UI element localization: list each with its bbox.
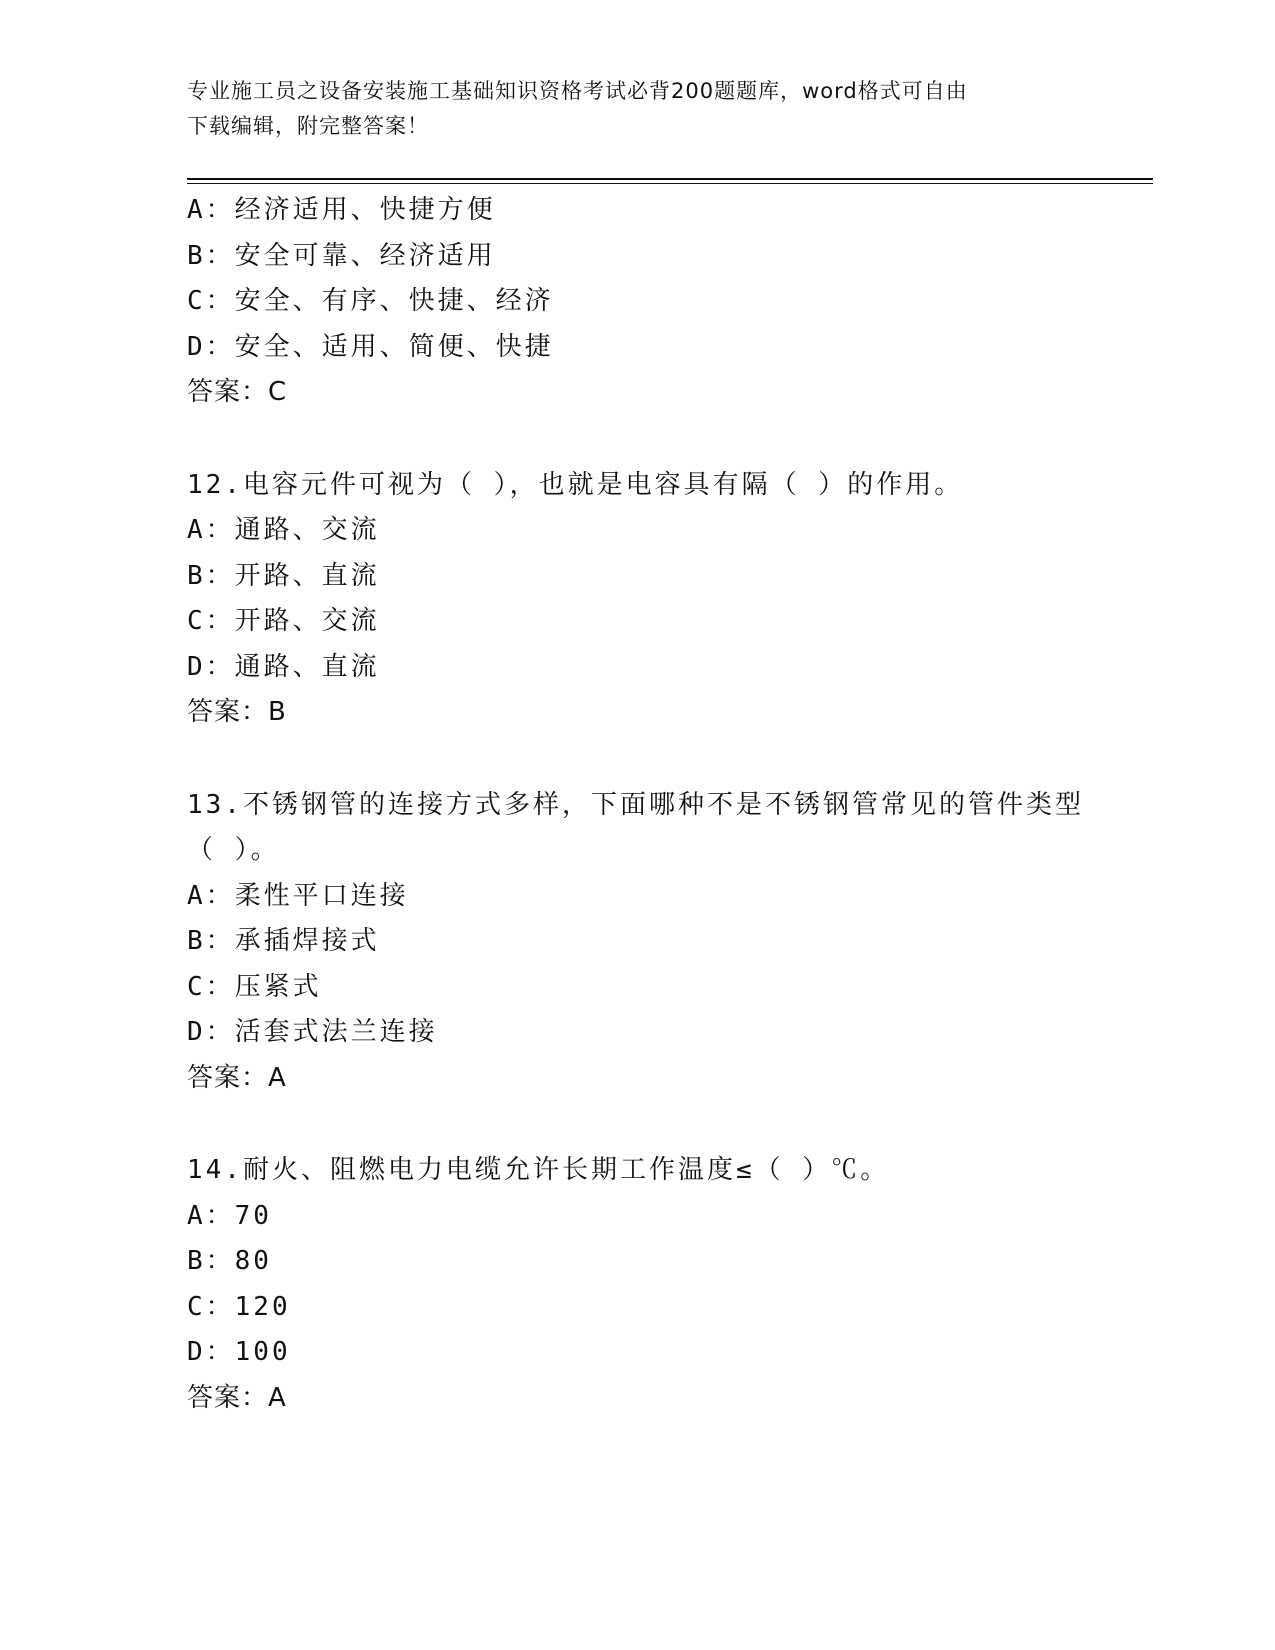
answer-line: 答案：A [187,1062,287,1093]
option-c: C：安全、有序、快捷、经济 [187,286,554,316]
answer-line: 答案：B [187,697,287,727]
question-spacer [187,736,1147,783]
option-b: B：80 [187,1246,272,1276]
question-11 [187,188,1147,416]
question-spacer [187,416,1147,463]
question-13 [187,783,1147,1102]
question-text: 12.电容元件可视为（ ），也就是电容具有隔（ ）的作用。 [187,469,964,500]
option-a: A：通路、交流 [187,515,380,545]
question-12 [187,463,1147,736]
question-text-continued: （ ）。 [187,835,280,865]
question-spacer [187,1101,1147,1148]
answer-line: 答案：C [187,377,288,407]
option-d: D：安全、适用、简便、快捷 [187,331,554,362]
question-14 [187,1148,1147,1421]
header-line-2: 下载编辑，附完整答案！ [187,114,429,138]
answer-line: 答案：A [187,1382,287,1413]
document-header [187,74,1087,144]
header-divider-thin [187,183,1153,184]
header-divider-thick [187,178,1153,180]
question-list [187,188,1147,1421]
option-a: A：经济适用、快捷方便 [187,195,496,225]
option-d: D：活套式法兰连接 [187,1017,438,1047]
option-c: C：120 [187,1291,291,1322]
option-d: D：100 [187,1337,291,1367]
option-b: B：开路、直流 [187,560,380,591]
option-c: C：开路、交流 [187,606,380,636]
option-a: A：70 [187,1200,272,1231]
header-line-1: 专业施工员之设备安装施工基础知识资格考试必背200题题库，word格式可自由 [187,79,968,103]
option-d: D：通路、直流 [187,651,380,682]
option-b: B：承插焊接式 [187,926,380,956]
question-text: 13.不锈钢管的连接方式多样，下面哪种不是不锈钢管常见的管件类型 [187,789,1084,820]
option-b: B：安全可靠、经济适用 [187,240,496,271]
option-a: A：柔性平口连接 [187,880,409,911]
question-text: 14.耐火、阻燃电力电缆允许长期工作温度≤（ ）℃。 [187,1155,890,1185]
option-c: C：压紧式 [187,971,322,1002]
